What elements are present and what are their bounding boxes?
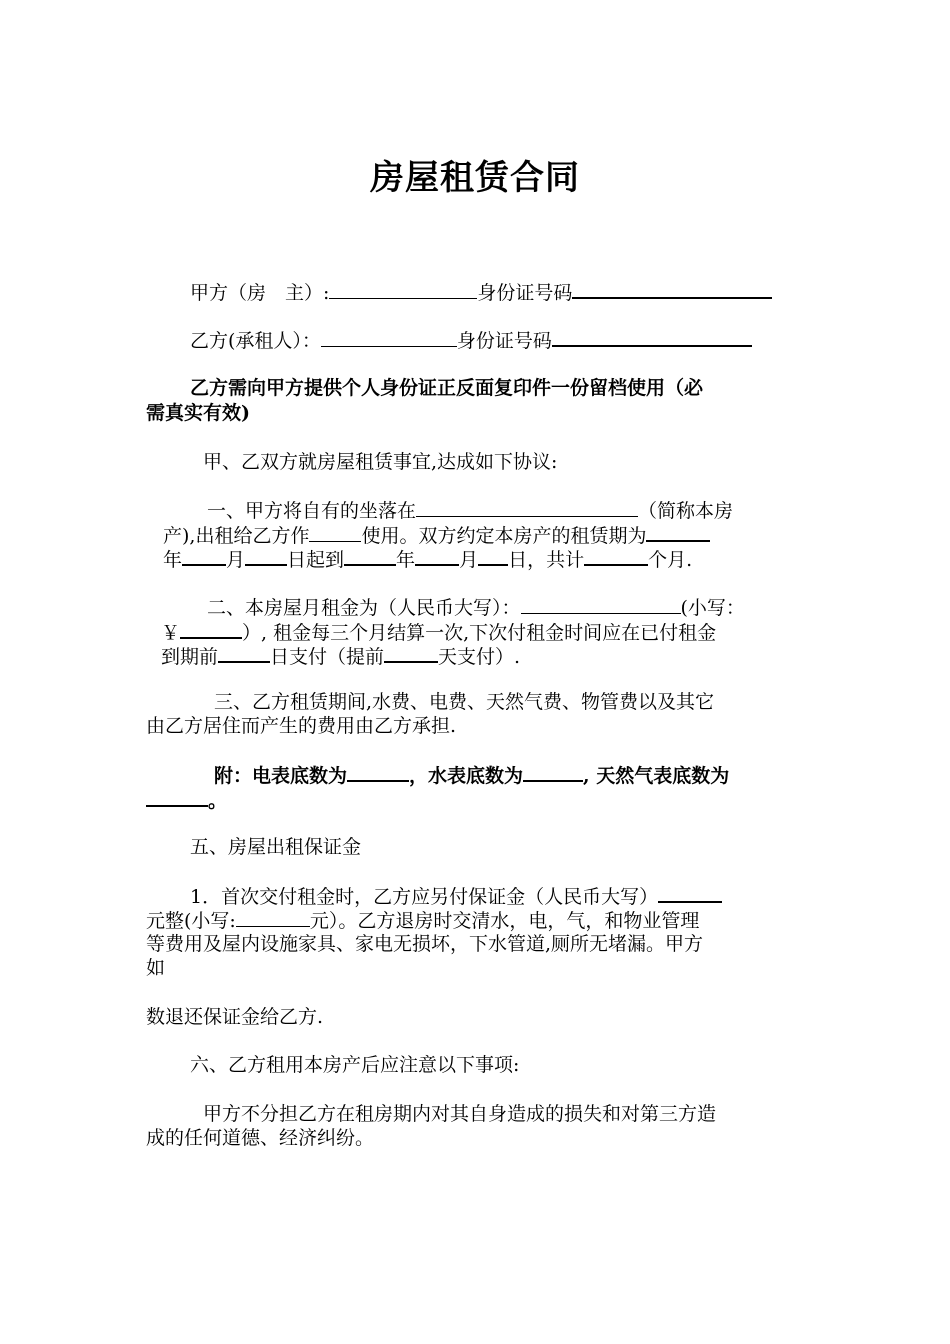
rent-lowercase-blank [180,619,242,639]
end-day-blank [478,546,508,566]
intro-text: 甲、乙双方就房屋租赁事宜,达成如下协议: [203,451,558,473]
party-b-name-blank [321,328,457,347]
party-a-id-label: 身份证号码 [477,282,573,304]
clause2-text-d: 到期前 [161,646,219,668]
deposit-lowercase-blank [236,908,310,927]
location-blank [416,498,638,517]
rent-uppercase-blank [521,595,681,614]
notice-line-1: 乙方需向甲方提供个人身份证正反面复印件一份留档使用（必 [190,377,704,399]
clause2-line-3 [161,643,520,669]
clause2-text-b: (小写： [680,597,745,619]
due-day-blank [218,643,270,663]
appendix-text-c: , 天然气表底数为 [583,765,730,787]
start-day-blank [245,546,287,566]
advance-days-blank [384,643,438,663]
months-label: 个月. [648,549,693,571]
party-b-id-label: 身份证号码 [456,330,552,352]
start-month-blank [182,546,226,566]
end-month-blank [415,546,459,566]
clause1-text-a: 一、甲方将自有的坐落在 [207,500,417,522]
section5-line-4: 如 [146,957,166,979]
clause3-line-2: 由乙方居住而产生的费用由乙方承担. [146,715,457,737]
total-months-blank [584,546,648,566]
electric-meter-blank [347,762,409,782]
section6-line-1: 甲方不分担乙方在租房期内对其自身造成的损失和对第三方造 [203,1103,717,1125]
usage-blank [309,523,361,542]
gas-meter-blank [146,787,208,807]
page-title: 房屋租赁合同 [370,158,580,198]
clause1-line-2 [163,522,710,548]
section6-line-2: 成的任何道德、经济纠纷。 [146,1127,375,1149]
year-label-1: 年 [163,549,183,571]
appendix-text-a: 附：电表底数为 [214,765,348,787]
notice-line-2: 需真实有效) [146,402,250,424]
clause1-text-c: 产),出租给乙方作 [163,525,310,547]
party-b-line [190,327,752,353]
section5-line-3: 等费用及屋内设施家具、家电无损坏，下水管道,厕所无堵漏。甲方 [146,933,704,955]
appendix-text-d: 。 [208,790,228,812]
appendix-text-b: ，水表底数为 [409,765,524,787]
month-label-2: 月 [459,549,479,571]
month-label-1: 月 [226,549,246,571]
section5-heading: 五、房屋出租保证金 [190,836,362,858]
clause2-text-e: 日支付（提前 [270,646,385,668]
day-label-1: 日起到 [287,549,345,571]
clause2-text-f: 天支付）. [438,646,521,668]
clause1-text-b: （简称本房 [638,500,734,522]
yen-symbol: ￥ [161,622,181,644]
appendix-line-2 [146,787,227,813]
clause1-text-d: 使用。双方约定本房产的租赁期为 [361,525,647,547]
day-total-label: 日，共计 [508,549,585,571]
section5-line-5: 数退还保证金给乙方. [146,1006,324,1028]
deposit-text-b: 元整(小写: [146,910,236,932]
section5-line-1 [190,883,722,909]
water-meter-blank [523,762,583,782]
deposit-text-a: 1．首次交付租金时，乙方应另付保证金（人民币大写） [190,886,659,908]
section5-line-2 [146,908,699,933]
deposit-text-c: 元）。乙方退房时交清水，电，气，和物业管理 [309,910,700,932]
party-a-id-blank [572,279,772,299]
clause3-line-1: 三、乙方租赁期间,水费、电费、天然气费、物管费以及其它 [214,691,715,713]
clause1-line-3 [163,546,692,572]
appendix-line-1 [214,762,729,788]
end-year-blank [344,546,396,566]
year-label-2: 年 [396,549,416,571]
clause2-line-1 [207,595,745,620]
clause2-text-c: ）, 租金每三个月结算一次,下次付租金时间应在已付租金 [242,622,717,644]
clause1-line-1 [207,498,733,523]
party-a-line [190,279,772,305]
party-b-id-blank [552,327,752,347]
party-a-label: 甲方（房 主）: [190,282,330,304]
section6-heading: 六、乙方租用本房产后应注意以下事项: [190,1054,520,1076]
party-b-label: 乙方(承租人）： [190,330,321,352]
deposit-uppercase-blank [658,883,722,903]
party-a-name-blank [329,280,477,299]
clause2-line-2 [161,619,716,645]
start-year-blank [646,522,710,542]
clause2-text-a: 二、本房屋月租金为（人民币大写）： [207,597,521,619]
